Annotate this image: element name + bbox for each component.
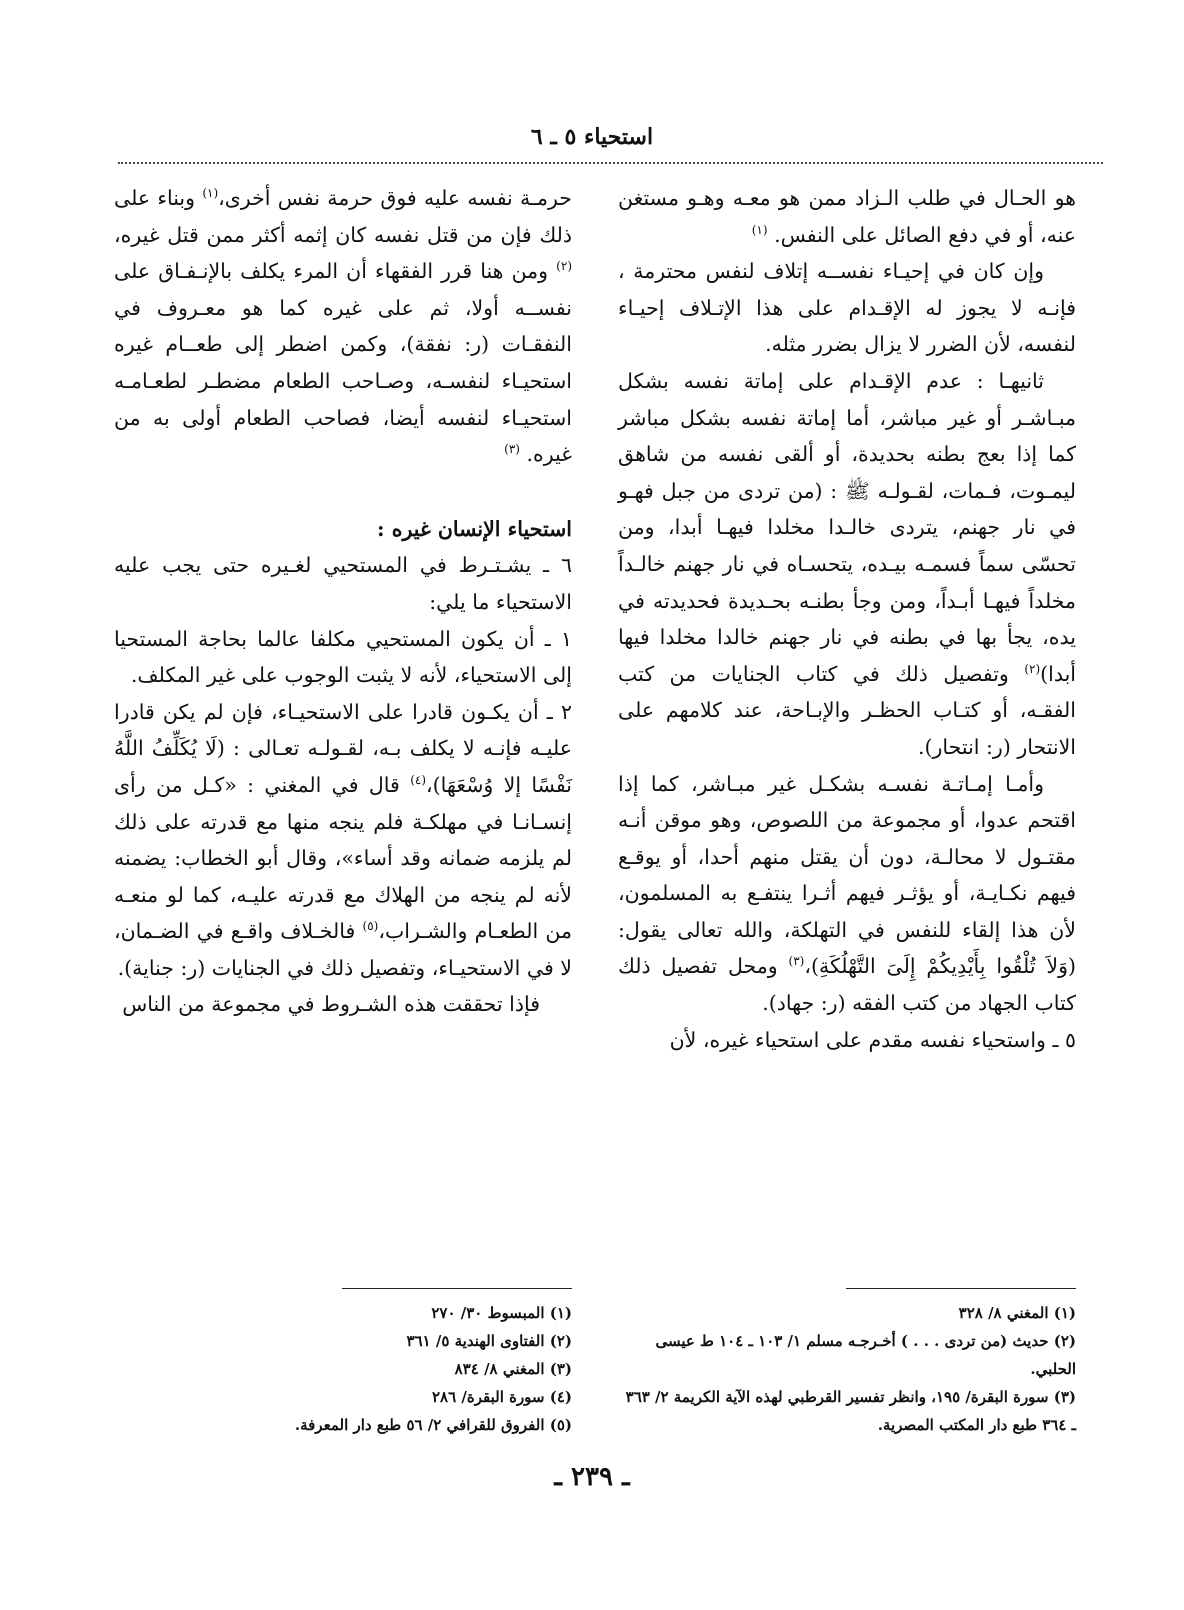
header-divider bbox=[118, 162, 1103, 164]
footnote: (١) المبسوط ٣٠/ ٢٧٠ bbox=[431, 1304, 572, 1322]
page-number: ـ ٢٣٩ ـ bbox=[554, 1462, 630, 1492]
paragraph: حرمـة نفسه عليه فوق حرمة نفس أخرى،$^{(١)}$ وبناء على ذلك فإن من قتل نفسه كان إثمه أكثر ممن قتل غيره،$^{(٢)}$ ومن هنا قرر الفقهاء أن المرء يكلف بالإنـفـاق على نفســه أولا، ثم على غيره كما هو معـروف في النفقـات (ر: نفقة)، وكمن اضطر إلى طعــام غيره استحيـاء لنفسـه، وصـاحب الطعام مضطـر لطعـامـه استحيـاء لنفسه أيضا، فصاحب الطعام أولى به من غيره. $^{(٣)}$ bbox=[114, 186, 572, 467]
footnote-ref: (٣) bbox=[788, 954, 805, 969]
paragraph: هو الحـال في طلب الـزاد ممن هو معـه وهـو مستغن عنه، أو في دفع الصائل على النفس. $^{(١)}$ bbox=[618, 186, 1076, 247]
footnote: (٥) الفروق للقرافي ٢/ ٥٦ طبع دار المعرفة. bbox=[294, 1416, 572, 1434]
right-footnotes bbox=[618, 1288, 1076, 1439]
footnote-ref: (١) bbox=[751, 222, 768, 237]
footnote-ref: (١) bbox=[202, 186, 219, 201]
left-footnotes bbox=[114, 1288, 572, 1439]
footnote: (٢) الفتاوى الهندية ٥/ ٣٦١ bbox=[406, 1332, 572, 1350]
paragraph: ٥ ـ واستحياء نفسه مقدم على استحياء غيره، لأن bbox=[669, 1027, 1076, 1052]
footnote: (٣) المغني ٨/ ٨٣٤ bbox=[454, 1360, 572, 1378]
running-header: استحياء ٥ ـ ٦ bbox=[530, 124, 654, 150]
paragraph: ٢ ـ أن يكـون قادرا على الاستحيـاء، فإن لم يكن قادرا عليـه فإنـه لا يكلف بـه، لقـولـه تعـالى : (لَا يُكَلِّفُ اللَّهُ نَفْسًا إلا وُسْعَهَا)،$^{(٤)}$ قال في المغني : «كـل من رأى إنسـانـا في مهلكـة فلم ينجه منها مع قدرته على ذلك لم يلزمه ضمانه وقد أساء»، وقال أبو الخطاب: يضمنه لأنه لم ينجه من الهلاك مع قدرته عليـه، كما لو منعـه من الطعـام والشـراب،$^{(٥)}$ فالخـلاف واقـع في الضـمان، لا في الاستحيـاء، وتفصيل ذلك في الجنايات (ر: جناية). bbox=[114, 699, 572, 980]
left-column bbox=[114, 180, 572, 1023]
section-heading: استحياء الإنسان غيره : bbox=[377, 516, 572, 541]
paragraph: فإذا تحققت هذه الشـروط في مجموعة من الناس bbox=[122, 992, 540, 1017]
footnote-ref: (٤) bbox=[410, 773, 427, 788]
footnote-divider bbox=[342, 1288, 572, 1289]
footnote-ref: (٥) bbox=[362, 919, 379, 934]
paragraph: وأمـا إمـاتـة نفسـه بشكـل غير مبـاشر، كما إذا اقتحم عدوا، أو مجموعة من اللصوص، وهو موقن أنـه مقتـول لا محالـة، دون أن يقتل منهم أحدا، أو يوقـع فيهم نكـايـة، أو يؤثـر فيهم أثـرا ينتفـع به المسلمون، لأن هذا إلقاء للنفس في التهلكة، والله تعالى يقول: (وَلاَ تُلْقُوا بِأَيْدِيكُمْ إِلَىَ التَّهْلُكَةِ)،$^{(٣)}$ ومحل تفصيل ذلك كتاب الجهاد من كتب الفقه (ر: جهاد). bbox=[618, 771, 1076, 1016]
footnote-ref: (٣) bbox=[504, 442, 520, 457]
paragraph: ٦ ـ يشـتـرط في المستحيي لغـيره حتى يجب عليه الاستحياء ما يلي: bbox=[114, 553, 572, 614]
footnote-ref: (٢) bbox=[1024, 661, 1041, 676]
right-column bbox=[618, 180, 1076, 1058]
footnote: (١) المغني ٨/ ٣٢٨ bbox=[958, 1304, 1076, 1322]
footnote: (٢) حديث (من تردى . . . ) أخـرجـه مسلم ١/ ١٠٣ ـ ١٠٤ ط عيسى الحلبي. bbox=[655, 1332, 1076, 1378]
paragraph: ثانيهـا : عدم الإقـدام على إماتة نفسه بشكل مبـاشـر أو غير مباشر، أما إماتة نفسه بشكل مباشر كما إذا بعج بطنه بحديدة، أو ألقى نفسه من شاهق ليمـوت، فـمات، لقـولـه ﷺ : (من تردى من جبل فهـو في نار جهنم، يتردى خالـدا مخلدا فيهـا أبدا، ومن تحسّى سماً فسمـه بيـده، يتحسـاه في نار جهنم خالـداً مخلداً فيهـا أبـداً، ومن وجأ بطنـه بحـديدة فحديدته في يده، يجأ بها في بطنه في نار جهنم خالدا مخلدا فيها أبدا)$^{(٢)}$ وتفصيل ذلك في كتاب الجنايات من كتب الفقـه، أو كتـاب الحظـر والإبـاحة، عند كلامهم على الانتحار (ر: انتحار). bbox=[618, 368, 1076, 759]
footnote-divider bbox=[846, 1288, 1076, 1289]
paragraph: وإن كان في إحيـاء نفســه إتلاف لنفس محترمة ، فإنـه لا يجوز له الإقـدام على هذا الإتـلاف إحيـاء لنفسه، لأن الضرر لا يزال بضرر مثله. bbox=[618, 259, 1076, 357]
paragraph: ١ ـ أن يكون المستحيي مكلفا عالما بحاجة المستحيا إلى الاستحياء، لأنه لا يثبت الوجوب على غير المكلف. bbox=[114, 626, 572, 688]
footnote: (٣) سورة البقرة/ ١٩٥، وانظر تفسير القرطبي لهذه الآية الكريمة ٢/ ٣٦٣ ـ ٣٦٤ طبع دار المكتب المصرية. bbox=[625, 1388, 1076, 1434]
footnote: (٤) سورة البقرة/ ٢٨٦ bbox=[432, 1388, 572, 1406]
footnote-ref: (٢) bbox=[556, 259, 572, 274]
